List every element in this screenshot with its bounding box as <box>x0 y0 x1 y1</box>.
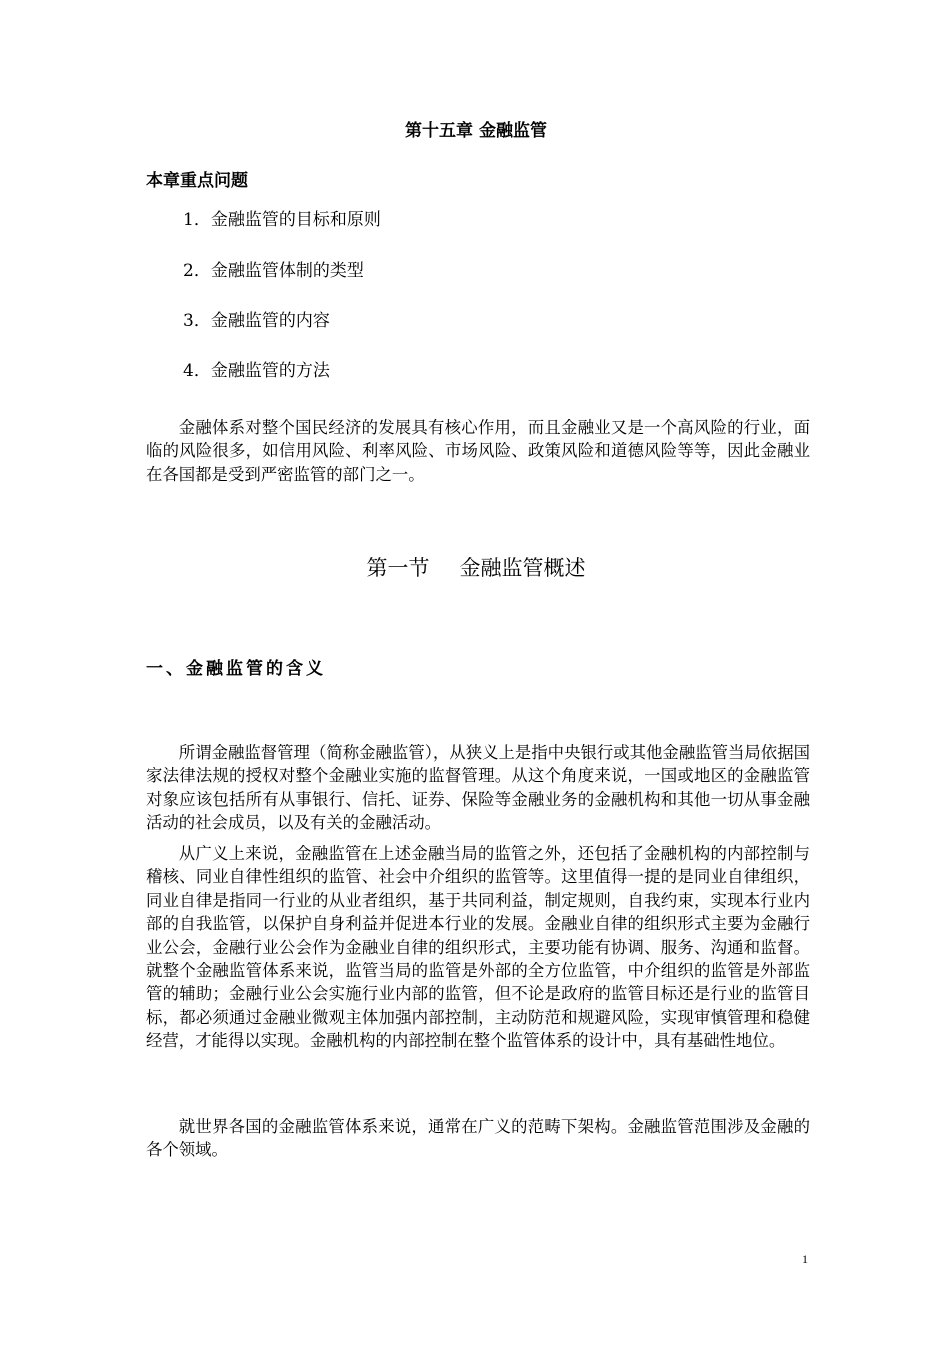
section-name: 金融监管概述 <box>459 556 586 580</box>
key-question-text: 金融监管体制的类型 <box>210 261 364 281</box>
intro-paragraph: 金融体系对整个国民经济的发展具有核心作用，而且金融业又是一个高风险的行业，面临的风险很多，如信用风险、利率风险、市场风险、政策风险和道德风险等等，因此金融业在各国都是受到严密监管的部门之一。 <box>146 418 810 484</box>
key-question-item <box>183 306 330 331</box>
key-question-number: 3． <box>183 311 211 331</box>
chapter-title: 第十五章 金融监管 <box>405 121 547 141</box>
key-question-item <box>183 205 381 230</box>
section-title <box>0 552 952 582</box>
key-question-text: 金融监管的目标和原则 <box>210 210 381 230</box>
key-question-text: 金融监管的内容 <box>210 311 330 331</box>
body-paragraph: 就世界各国的金融监管体系来说，通常在广义的范畴下架构。金融监管范围涉及金融的各个领域。 <box>146 1117 810 1160</box>
key-questions-heading: 本章重点问题 <box>146 171 248 191</box>
body-paragraph: 所谓金融监督管理（简称金融监管），从狭义上是指中央银行或其他金融监管当局依据国家法律法规的授权对整个金融业实施的监督管理。从这个角度来说，一国或地区的金融监管对象应该包括所有从事银行、信托、证券、保险等金融业务的金融机构和其他一切从事金融活动的社会成员，以及有关的金融活动。 <box>146 743 810 833</box>
key-question-number: 4． <box>183 361 211 381</box>
body-paragraph: 从广义上来说，金融监管在上述金融当局的监管之外，还包括了金融机构的内部控制与稽核、同业自律性组织的监管、社会中介组织的监管等。这里值得一提的是同业自律组织，同业自律是指同一行业的从业者组织，基于共同利益，制定规则，自我约束，实现本行业内部的自我监管，以保护自身利益并促进本行业的发展。金融业自律的组织形式主要为金融行业公会，金融行业公会作为金融业自律的组织形式，主要功能有协调、服务、沟通和监督。就整个金融监管体系来说，监管当局的监管是外部的全方位监管，中介组织的监管是外部监管的辅助；金融行业公会实施行业内部的监管，但不论是政府的监管目标还是行业的监管目标，都必须通过金融业微观主体加强内部控制，主动防范和规避风险，实现审慎管理和稳健经营，才能得以实现。金融机构的内部控制在整个监管体系的设计中，具有基础性地位。 <box>146 844 810 1051</box>
key-question-item <box>183 356 330 381</box>
key-question-text: 金融监管的方法 <box>210 361 330 381</box>
key-question-number: 2． <box>183 261 211 281</box>
subsection-heading: 一、金融监管的含义 <box>146 659 326 679</box>
section-number: 第一节 <box>366 556 430 580</box>
key-question-number: 1． <box>183 210 211 230</box>
key-question-item <box>183 256 364 281</box>
page-number: 1 <box>802 1252 808 1266</box>
